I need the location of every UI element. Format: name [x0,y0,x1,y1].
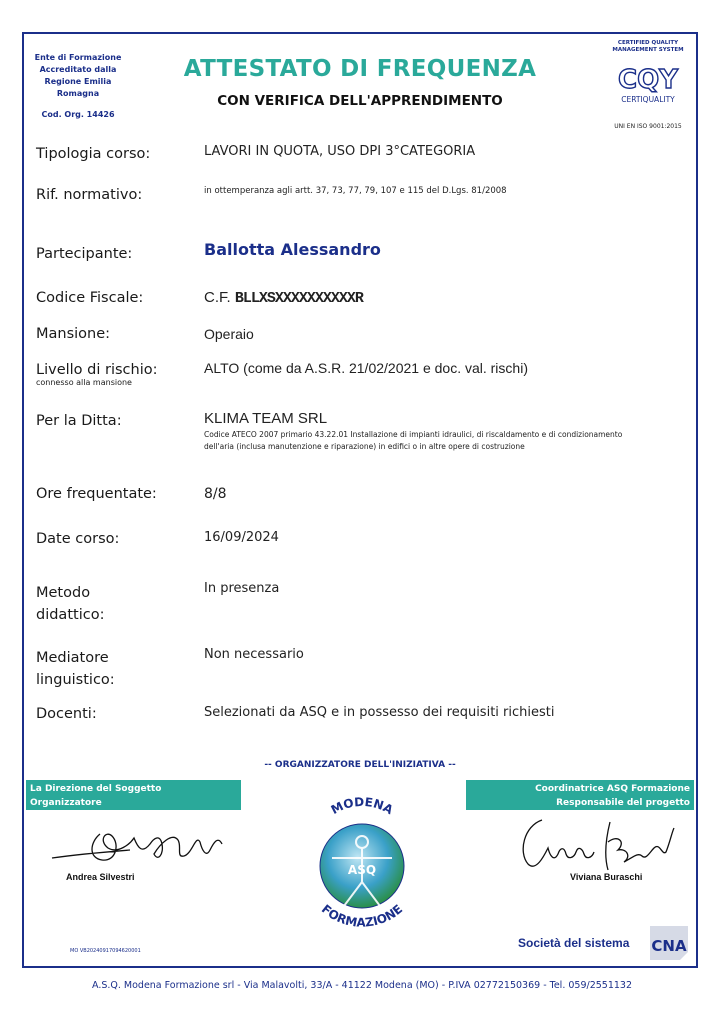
value-ditta [204,410,624,453]
value-metodo: In presenza [204,581,280,596]
right-signer-name: Viviana Buraschi [570,872,643,882]
cert-brand: CERTIQUALITY [621,95,675,104]
cert-norm: UNI EN ISO 9001:2015 [614,123,682,130]
signature-andrea-silvestri [50,814,235,874]
label-ditta: Per la Ditta: [36,413,122,429]
cf-masked-value: BLLXSXXXXXXXXXXR [234,290,363,307]
ente-formazione [28,52,128,100]
label-ore: Ore frequentate: [36,486,157,502]
organizzatore-heading: -- ORGANIZZATORE DELL'INIZIATIVA -- [264,760,456,770]
cert-logo-text: CQY [617,65,679,95]
signature-viviana-buraschi [514,812,689,876]
cert-line: CERTIFIED QUALITY [617,40,679,46]
mediatore-label-line: linguistico: [36,672,115,688]
mediatore-label-line: Mediatore [36,650,109,666]
cert-line: MANAGEMENT SYSTEM [612,47,684,53]
left-band-line: Organizzatore [30,798,102,808]
value-livello: ALTO (come da A.S.R. 21/02/2021 e doc. val. rischi) [204,360,528,376]
value-partecipante: Ballotta Alessandro [204,240,381,259]
right-band-line: Responsabile del progetto [556,798,690,808]
ente-line: Ente di Formazione [34,53,122,62]
modena-asq-formazione-logo [282,786,442,942]
left-signature-band [26,780,241,810]
label-metodo [36,582,104,626]
left-signer-name: Andrea Silvestri [66,872,135,882]
logo-bottom-text: FORMAZIONE [318,901,406,930]
metodo-label-line: Metodo [36,585,91,601]
label-docenti: Docenti: [36,706,97,722]
livello-label-text: Livello di rischio: [36,362,158,378]
metodo-label-line: didattico: [36,607,105,623]
value-mansione: Operaio [204,326,254,342]
cf-prefix: C.F. [204,289,231,306]
logo-middle-text: ASQ [347,863,377,877]
label-mansione: Mansione: [36,326,111,342]
value-mediatore: Non necessario [204,647,304,662]
page-title: ATTESTATO DI FREQUENZA [183,56,537,82]
livello-sublabel: connesso alla mansione [36,378,132,387]
cna-text: CNA [651,937,687,955]
value-tipologia: LAVORI IN QUOTA, USO DPI 3°CATEGORIA [204,144,476,159]
left-band-line: La Direzione del Soggetto [30,784,162,794]
label-mediatore [36,647,115,691]
right-band-line: Coordinatrice ASQ Formazione [535,784,690,794]
cod-org: Cod. Org. 14426 [41,110,115,119]
societa-del-sistema: Società del sistema [518,936,630,950]
label-tipologia: Tipologia corso: [36,146,151,162]
label-rif: Rif. normativo: [36,187,143,203]
logo-top-text: MODENA [328,794,396,818]
right-signature-band [466,780,694,810]
value-docenti: Selezionati da ASQ e in possesso dei requisiti richiesti [204,705,555,720]
cna-logo [646,922,692,962]
ditta-ateco-note: Codice ATECO 2007 primario 43.22.01 Installazione di impianti idraulici, di riscaldamento e di condizionamento dell'aria (inclusa manutenzione e riparazione) in edifici o in altre opere di costruzione [204,430,623,451]
ente-line: Regione Emilia [44,77,112,86]
label-partecipante: Partecipante: [36,246,133,262]
label-livello [36,362,157,387]
page-subtitle: CON VERIFICA DELL'APPRENDIMENTO [217,93,503,109]
footer-address: A.S.Q. Modena Formazione srl - Via Malavolti, 33/A - 41122 Modena (MO) - P.IVA 02772150369 - Tel. 059/2551132 [91,980,632,991]
value-date: 16/09/2024 [204,530,279,545]
document-code: MO VB20240917094620001 [70,948,141,954]
label-date: Date corso: [36,531,120,547]
value-codice-fiscale [204,289,363,307]
label-codice-fiscale: Codice Fiscale: [36,290,144,306]
value-rif: in ottemperanza agli artt. 37, 73, 77, 79, 107 e 115 del D.Lgs. 81/2008 [204,186,507,196]
value-ore: 8/8 [204,486,227,502]
ente-line: Romagna [56,89,100,98]
ente-line: Accreditato dalla [39,65,117,74]
certiquality-badge [600,40,696,130]
ditta-name: KLIMA TEAM SRL [204,410,328,427]
certiquality-logo [600,54,696,114]
